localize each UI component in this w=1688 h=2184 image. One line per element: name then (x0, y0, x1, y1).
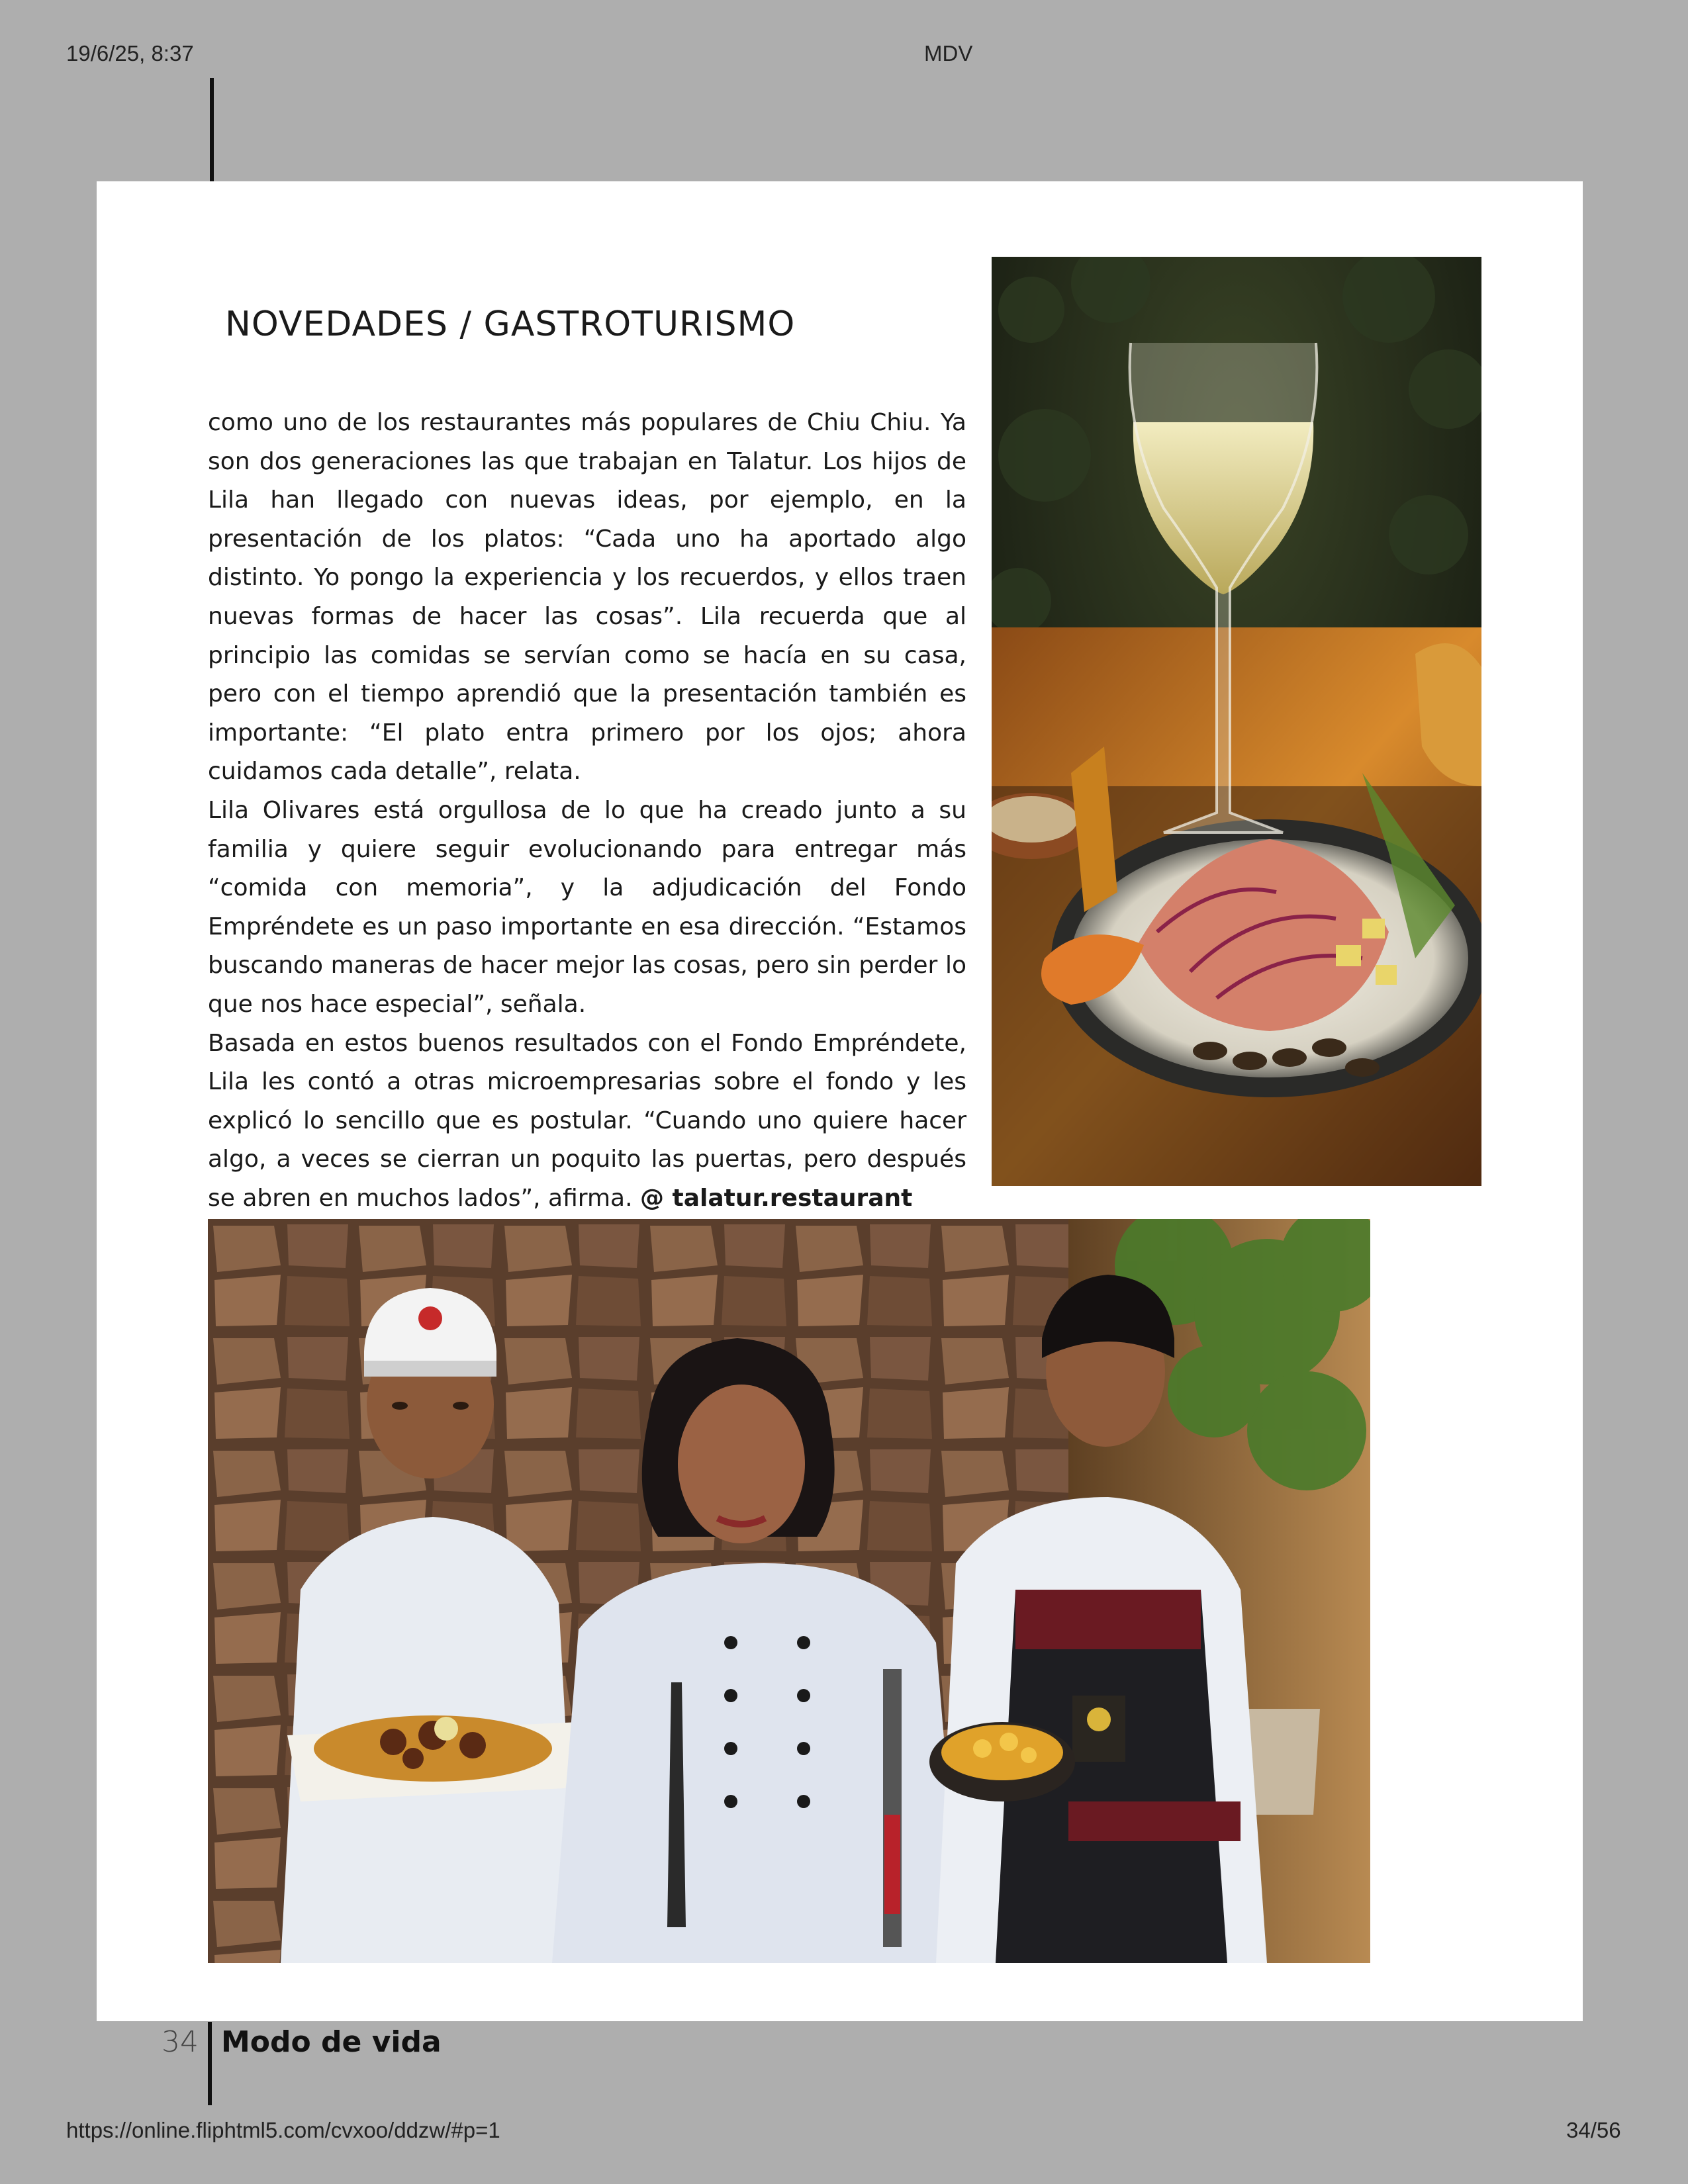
team-photo (208, 1219, 1370, 1963)
section-title: NOVEDADES / GASTROTURISMO (225, 304, 796, 344)
article-paragraph: Lila Olivares está orgullosa de lo que ha creado junto a su familia y quiere seguir evolucionando para entregar más “comida con memoria”, y la adjudicación del Fondo Empréndete es un paso importante en esa dirección. “Estamos buscando maneras de hacer mejor las cosas, pero sin perder lo que nos hace especial”, señala. (208, 796, 966, 1018)
social-handle: @ talatur.restaurant (639, 1184, 913, 1212)
print-url: https://online.fliphtml5.com/cvxoo/ddzw/#p=1 (66, 2118, 500, 2142)
article-body (208, 404, 966, 1218)
print-datetime: 19/6/25, 8:37 (66, 41, 194, 66)
dish-photo (992, 257, 1481, 1186)
folio-rule-line (208, 2022, 212, 2105)
print-page-count: 34/56 (1566, 2118, 1621, 2142)
print-document-title: MDV (924, 41, 973, 66)
magazine-name: Modo de vida (221, 2025, 442, 2059)
article-paragraph-text: Basada en estos buenos resultados con el Fondo Empréndete, Lila les contó a otras microempresarias sobre el fondo y les explicó lo sencillo que es postular. “Cuando uno quiere hacer algo, a veces se cierran un poquito las puertas, pero después se abren en muchos lados”, afirma. (208, 1029, 966, 1212)
article-paragraph (208, 1024, 966, 1218)
page-number: 34 (162, 2025, 199, 2059)
magazine-page (97, 181, 1583, 2021)
article-paragraph: como uno de los restaurantes más populares de Chiu Chiu. Ya son dos generaciones las que trabajan en Talatur. Los hijos de Lila han llegado con nuevas ideas, por ejemplo, en la presentación de los platos: “Cada uno ha aportado algo distinto. Yo pongo la experiencia y los recuerdos, y ellos traen nuevas formas de hacer las cosas”. Lila recuerda que al principio las comidas se servían como se hacía en su casa, pero con el tiempo aprendió que la presentación también es importante: “El plato entra primero por los ojos; ahora cuidamos cada detalle”, relata. (208, 409, 966, 786)
